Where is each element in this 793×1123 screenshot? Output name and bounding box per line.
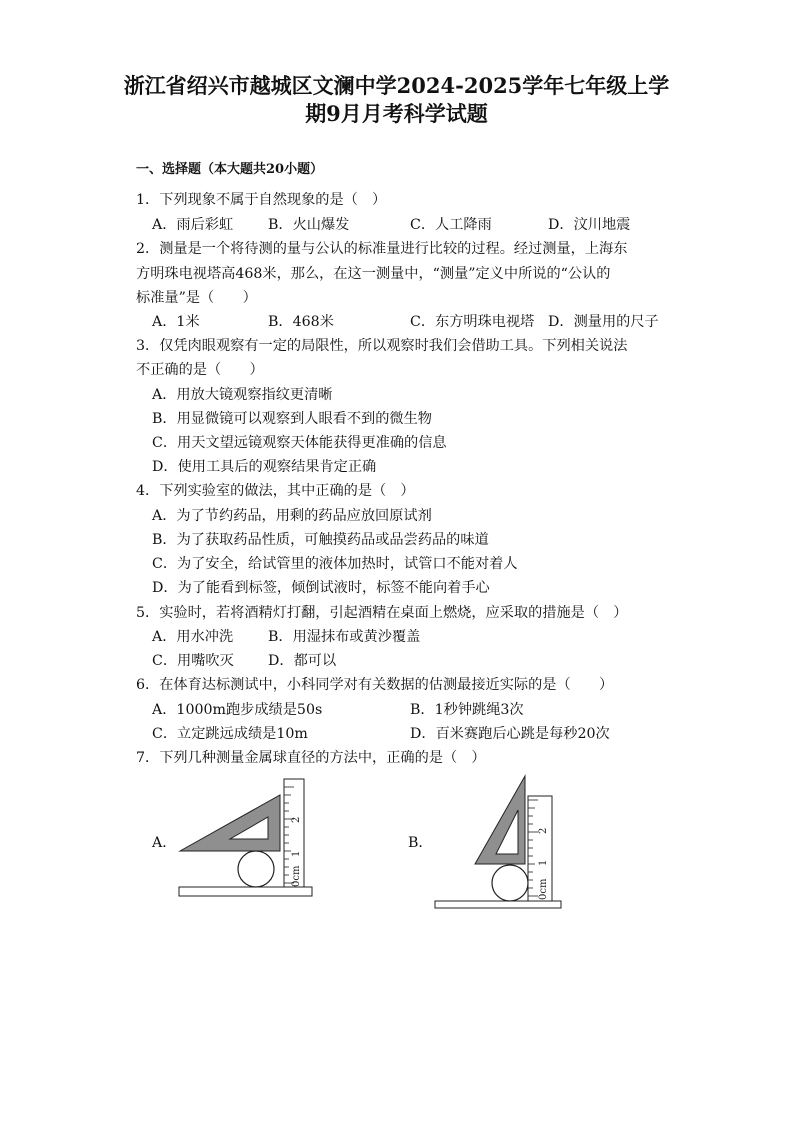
question-7-stem: 7．下列几种测量金属球直径的方法中，正确的是（ ）: [136, 750, 486, 766]
question-2-stem-line1: 2．测量是一个将待测的量与公认的标准量进行比较的过程。经过测量，上海东: [136, 241, 628, 257]
question-3-option-c: C．用天文望远镜观察天体能获得更准确的信息: [152, 435, 447, 451]
question-3-stem-line2: 不正确的是（ ）: [136, 362, 264, 378]
question-5-option-a: A．用水冲洗: [152, 629, 234, 645]
figure-a-ruler-label-1: 1: [291, 850, 302, 857]
question-4-option-c: C．为了安全，给试管里的液体加热时，试管口不能对着人: [152, 556, 518, 572]
question-5-option-c: C．用嘴吹灭: [152, 653, 234, 669]
question-2-option-c: C．东方明珠电视塔: [410, 314, 535, 330]
figure-b-metal-ball: [492, 865, 528, 901]
question-4-option-a: A．为了节约药品，用剩的药品应放回原试剂: [152, 508, 432, 524]
section-header: 一、选择题（本大题共20小题）: [136, 162, 324, 177]
question-5-option-b: B．用湿抹布或黄沙覆盖: [268, 629, 421, 645]
page-title-line1: 浙江省绍兴市越城区文澜中学2024-2025学年七年级上学: [123, 73, 670, 98]
question-2-option-a: A．1米: [152, 314, 200, 330]
figure-a-ruler-label-2: 2: [291, 816, 302, 823]
question-4-option-d: D．为了能看到标签，倾倒试液时，标签不能向着手心: [152, 580, 490, 596]
figure-a-metal-ball: [238, 851, 274, 887]
page-title-line2: 期9月月考科学试题: [305, 101, 488, 126]
question-6-option-c: C．立定跳远成绩是10m: [152, 726, 308, 742]
figure-b-measurement-diagram: [430, 772, 570, 914]
question-1-option-d: D．汶川地震: [548, 217, 631, 233]
question-7-option-b: B．: [408, 835, 433, 851]
question-7-option-a: A．: [152, 835, 177, 851]
figure-a-set-square: [180, 795, 280, 851]
question-1-stem: 1．下列现象不属于自然现象的是（ ）: [136, 192, 387, 208]
question-3-option-a: A．用放大镜观察指纹更清晰: [152, 387, 333, 403]
figure-b-base-plank: [435, 901, 561, 908]
figure-b-ruler-label-0cm: 0cm: [538, 878, 549, 900]
question-3-option-d: D．使用工具后的观察结果肯定正确: [152, 459, 377, 475]
question-1-option-b: B．火山爆发: [268, 217, 350, 233]
question-6-option-d: D．百米赛跑后心跳是每秒20次: [410, 726, 610, 742]
question-6-stem: 6．在体育达标测试中，小科同学对有关数据的估测最接近实际的是（ ）: [136, 677, 614, 693]
question-5-option-d: D．都可以: [268, 653, 337, 669]
question-3-stem-line1: 3．仅凭肉眼观察有一定的局限性，所以观察时我们会借助工具。下列相关说法: [136, 338, 628, 354]
question-2-option-b: B．468米: [268, 314, 334, 330]
question-2-stem-line2: 方明珠电视塔高468米，那么，在这一测量中，“测量”定义中所说的“公认的: [136, 266, 611, 282]
figure-a-ruler-label-0cm: 0cm: [291, 865, 302, 887]
question-4-option-b: B．为了获取药品性质，可触摸药品或品尝药品的味道: [152, 532, 489, 548]
question-1-option-a: A．雨后彩虹: [152, 217, 234, 233]
question-1-option-c: C．人工降雨: [410, 217, 492, 233]
question-2-option-d: D．测量用的尺子: [548, 314, 659, 330]
question-5-stem: 5．实验时，若将酒精灯打翻，引起酒精在桌面上燃烧，应采取的措施是（ ）: [136, 605, 628, 621]
figure-b-ruler-label-2: 2: [538, 827, 549, 834]
figure-b-set-square: [475, 776, 525, 864]
figure-a-measurement-diagram: [170, 775, 330, 905]
question-4-stem: 4．下列实验室的做法，其中正确的是（ ）: [136, 483, 415, 499]
question-6-option-b: B．1秒钟跳绳3次: [410, 702, 524, 718]
figure-a-base-plank: [179, 887, 312, 896]
question-3-option-b: B．用显微镜可以观察到人眼看不到的微生物: [152, 411, 432, 427]
question-2-stem-line3: 标准量”是（ ）: [136, 290, 257, 306]
question-6-option-a: A．1000m跑步成绩是50s: [152, 702, 323, 718]
figure-b-ruler-label-1: 1: [538, 859, 549, 866]
